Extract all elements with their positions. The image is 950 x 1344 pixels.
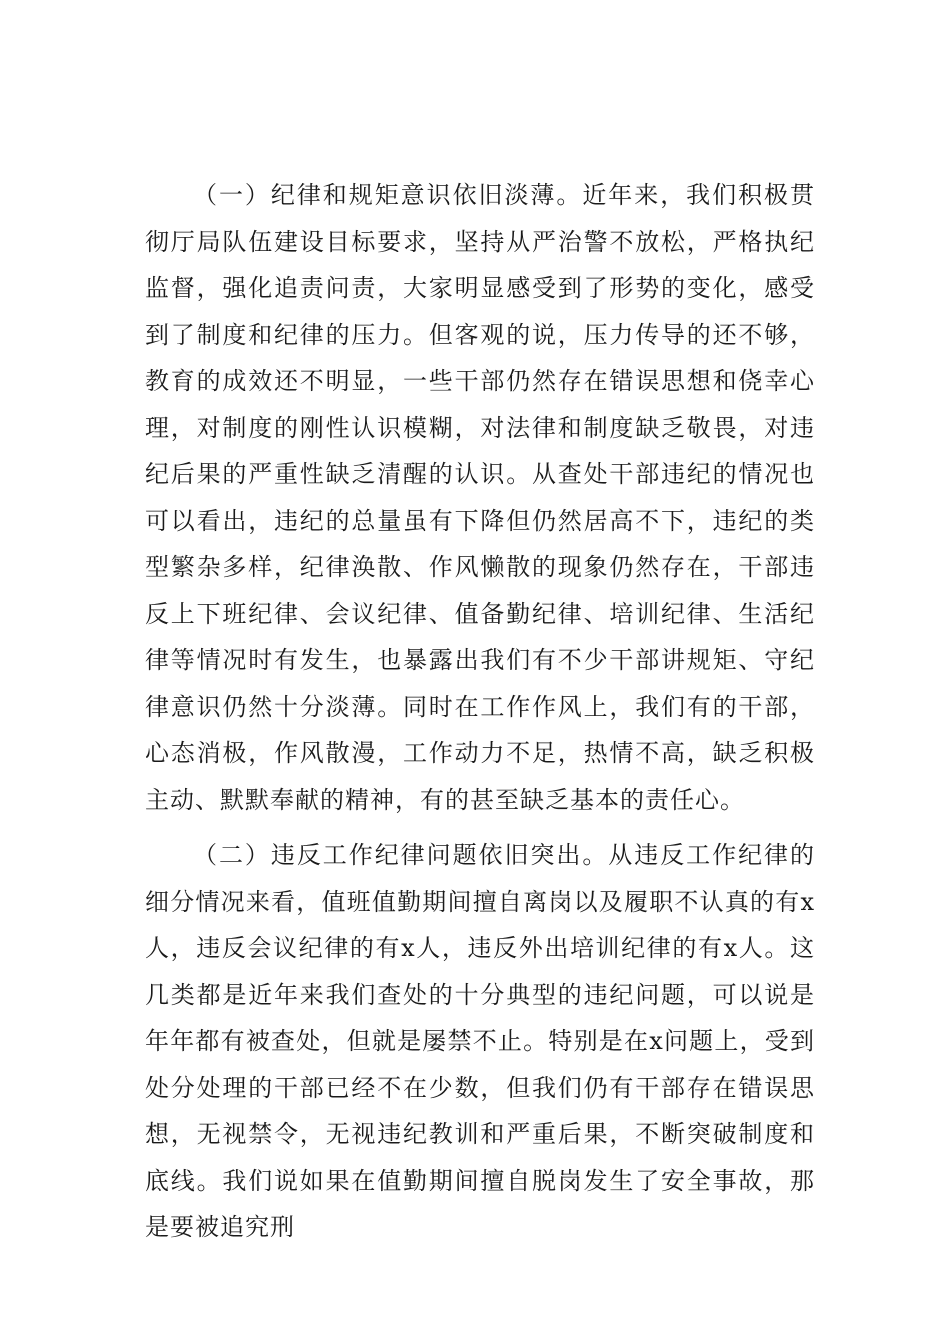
paragraph-work-discipline: （二）违反工作纪律问题依旧突出。从违反工作纪律的细分情况来看，值班值勤期间擅自离岗以及履职不认真的有x人，违反会议纪律的有x人，违反外出培训纪律的有x人。这几类都是近年来我们查处的十分典型的违纪问题，可以说是年年都有被查处，但就是屡禁不止。特别是在x问题上，受到处分处理的干部已经不在少数，但我们仍有干部存在错误思想，无视禁令，无视违纪教训和严重后果，不断突破制度和底线。我们说如果在值勤期间擅自脱岗发生了安全事故，那是要被追究刑 xyxy=(145,841,815,1241)
document-body xyxy=(145,172,815,1251)
paragraph-discipline-awareness: （一）纪律和规矩意识依旧淡薄。近年来，我们积极贯彻厅局队伍建设目标要求，坚持从严治警不放松，严格执纪监督，强化追责问责，大家明显感受到了形势的变化，感受到了制度和纪律的压力。但客观的说，压力传导的还不够，教育的成效还不明显，一些干部仍然存在错误思想和侥幸心理，对制度的刚性认识模糊，对法律和制度缺乏敬畏，对违纪后果的严重性缺乏清醒的认识。从查处干部违纪的情况也可以看出，违纪的总量虽有下降但仍然居高不下，违纪的类型繁杂多样，纪律涣散、作风懒散的现象仍然存在，干部违反上下班纪律、会议纪律、值备勤纪律、培训纪律、生活纪律等情况时有发生，也暴露出我们有不少干部讲规矩、守纪律意识仍然十分淡薄。同时在工作作风上，我们有的干部，心态消极，作风散漫，工作动力不足，热情不高，缺乏积极主动、默默奉献的精神，有的甚至缺乏基本的责任心。 xyxy=(145,181,815,814)
